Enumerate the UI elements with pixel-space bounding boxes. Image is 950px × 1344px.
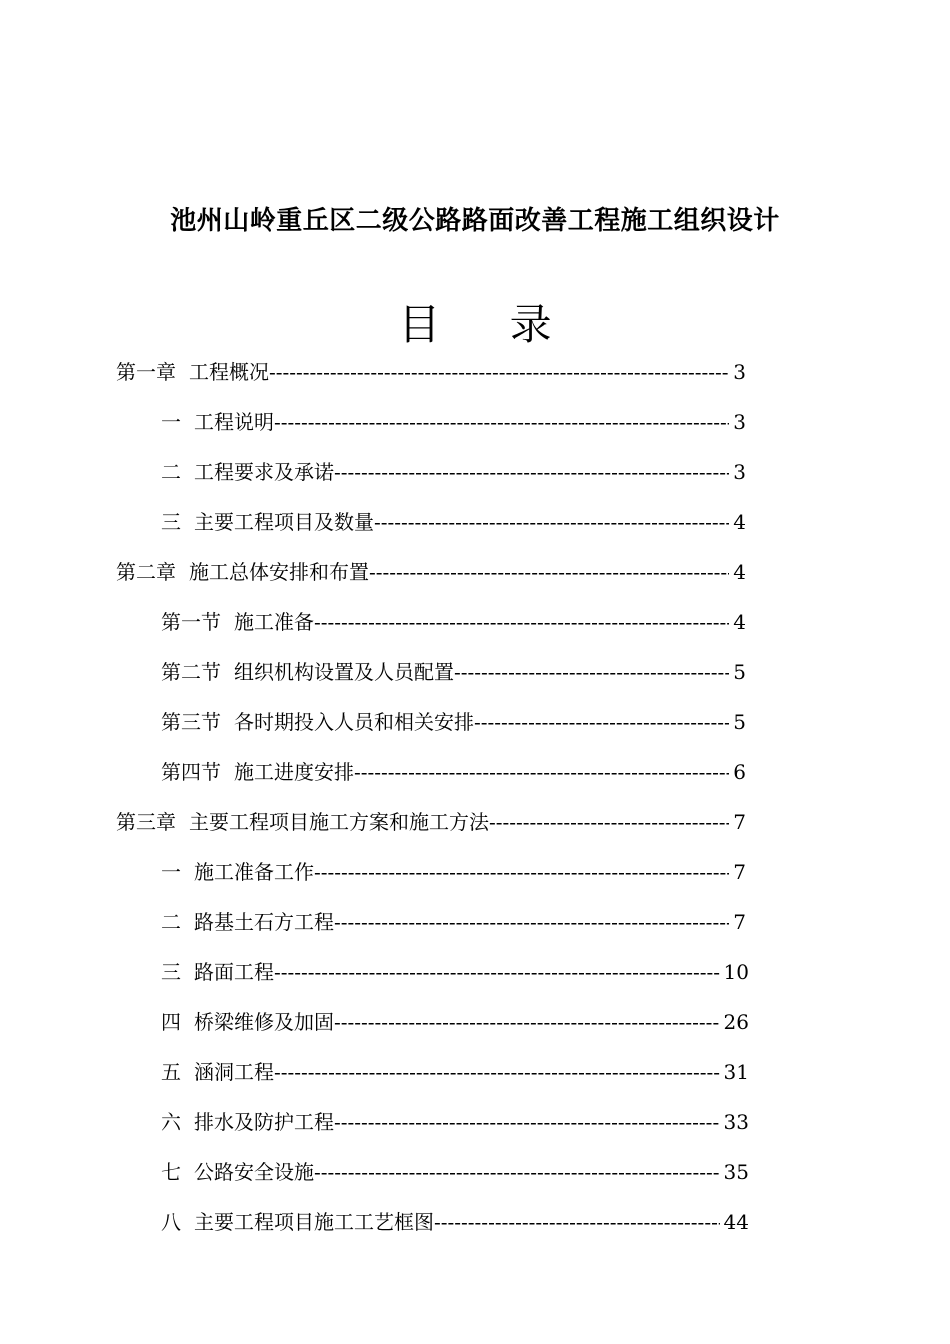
toc-entry-title: 主要工程项目施工工艺框图 — [194, 1210, 434, 1234]
toc-entry-section[interactable] — [161, 656, 746, 686]
toc-entry-title: 组织机构设置及人员配置 — [234, 660, 454, 684]
toc-entry-section[interactable] — [161, 856, 746, 886]
toc-entry-page: 35 — [723, 1160, 749, 1184]
toc-entry-number: 第一章 — [116, 360, 176, 384]
toc-entry-page: 4 — [733, 610, 746, 634]
toc-entry-title: 工程概况 — [189, 360, 269, 384]
toc-entry-number: 第一节 — [161, 610, 221, 634]
toc-heading: 目 录 — [398, 300, 580, 349]
toc-entry-section[interactable] — [161, 406, 746, 436]
toc-entry-page: 3 — [733, 460, 746, 484]
toc-entry-page: 4 — [733, 510, 746, 534]
toc-entry-page: 3 — [733, 410, 746, 434]
dot-leader — [334, 1110, 720, 1134]
toc-entry-section[interactable] — [161, 506, 746, 536]
dot-leader — [314, 860, 729, 884]
document-title: 池州山岭重丘区二级公路路面改善工程施工组织设计 — [170, 206, 780, 236]
toc-entry-section[interactable] — [161, 706, 746, 736]
toc-entry-number: 第四节 — [161, 760, 221, 784]
toc-entry-number: 四 — [161, 1010, 181, 1034]
toc-entry-section[interactable] — [161, 956, 749, 986]
toc-entry-page: 6 — [733, 760, 746, 784]
toc-entry-number: 第三节 — [161, 710, 221, 734]
toc-entry-number: 第三章 — [116, 810, 176, 834]
toc-entry-section[interactable] — [161, 1156, 749, 1186]
dot-leader — [274, 410, 729, 434]
toc-entry-number: 五 — [161, 1060, 181, 1084]
toc-entry-page: 7 — [733, 860, 746, 884]
toc-entry-section[interactable] — [161, 756, 746, 786]
toc-entry-title: 工程要求及承诺 — [194, 460, 334, 484]
toc-entry-page: 44 — [723, 1210, 749, 1234]
dot-leader — [274, 1060, 720, 1084]
toc-entry-page: 4 — [733, 560, 746, 584]
toc-entry-section[interactable] — [161, 606, 746, 636]
toc-entry-title: 公路安全设施 — [194, 1160, 314, 1184]
dot-leader — [334, 1010, 720, 1034]
toc-entry-title: 主要工程项目及数量 — [194, 510, 374, 534]
toc-entry-number: 二 — [161, 460, 181, 484]
toc-entry-page: 33 — [723, 1110, 749, 1134]
toc-entry-number: 一 — [161, 860, 181, 884]
toc-entry-page: 7 — [733, 910, 746, 934]
toc-entry-number: 第二节 — [161, 660, 221, 684]
toc-entry-title: 施工进度安排 — [234, 760, 354, 784]
toc-entry-chapter-1[interactable] — [116, 356, 746, 386]
toc-entry-title: 桥梁维修及加固 — [194, 1010, 334, 1034]
dot-leader — [354, 760, 729, 784]
dot-leader — [334, 910, 729, 934]
toc-entry-number: 第二章 — [116, 560, 176, 584]
toc-entry-page: 5 — [733, 710, 746, 734]
toc-entry-chapter-2[interactable] — [116, 556, 746, 586]
dot-leader — [314, 610, 729, 634]
toc-entry-section[interactable] — [161, 1006, 749, 1036]
toc-entry-number: 七 — [161, 1160, 181, 1184]
toc-entry-page: 7 — [733, 810, 746, 834]
dot-leader — [434, 1210, 720, 1234]
toc-entry-section[interactable] — [161, 906, 746, 936]
toc-entry-page: 31 — [723, 1060, 749, 1084]
toc-entry-section[interactable] — [161, 456, 746, 486]
toc-entry-number: 一 — [161, 410, 181, 434]
dot-leader — [269, 360, 729, 384]
toc-entry-section[interactable] — [161, 1206, 749, 1236]
toc-entry-page: 5 — [733, 660, 746, 684]
toc-entry-number: 三 — [161, 960, 181, 984]
dot-leader — [454, 660, 729, 684]
toc-entry-title: 施工准备工作 — [194, 860, 314, 884]
toc-entry-title: 路基土石方工程 — [194, 910, 334, 934]
toc-entry-page: 3 — [733, 360, 746, 384]
toc-entry-section[interactable] — [161, 1056, 749, 1086]
dot-leader — [274, 960, 720, 984]
toc-entry-title: 各时期投入人员和相关安排 — [234, 710, 474, 734]
toc-entry-title: 排水及防护工程 — [194, 1110, 334, 1134]
toc-entry-number: 八 — [161, 1210, 181, 1234]
toc-entry-section[interactable] — [161, 1106, 749, 1136]
toc-entry-number: 三 — [161, 510, 181, 534]
dot-leader — [474, 710, 729, 734]
dot-leader — [334, 460, 729, 484]
toc-entry-page: 10 — [723, 960, 749, 984]
toc-entry-number: 六 — [161, 1110, 181, 1134]
toc-entry-title: 施工总体安排和布置 — [189, 560, 369, 584]
toc-entry-title: 施工准备 — [234, 610, 314, 634]
dot-leader — [369, 560, 729, 584]
toc-entry-title: 涵洞工程 — [194, 1060, 274, 1084]
toc-entry-title: 主要工程项目施工方案和施工方法 — [189, 810, 489, 834]
toc-entry-title: 工程说明 — [194, 410, 274, 434]
dot-leader — [374, 510, 729, 534]
dot-leader — [489, 810, 729, 834]
toc-entry-page: 26 — [723, 1010, 749, 1034]
toc-entry-chapter-3[interactable] — [116, 806, 746, 836]
dot-leader — [314, 1160, 720, 1184]
toc-entry-number: 二 — [161, 910, 181, 934]
toc-entry-title: 路面工程 — [194, 960, 274, 984]
